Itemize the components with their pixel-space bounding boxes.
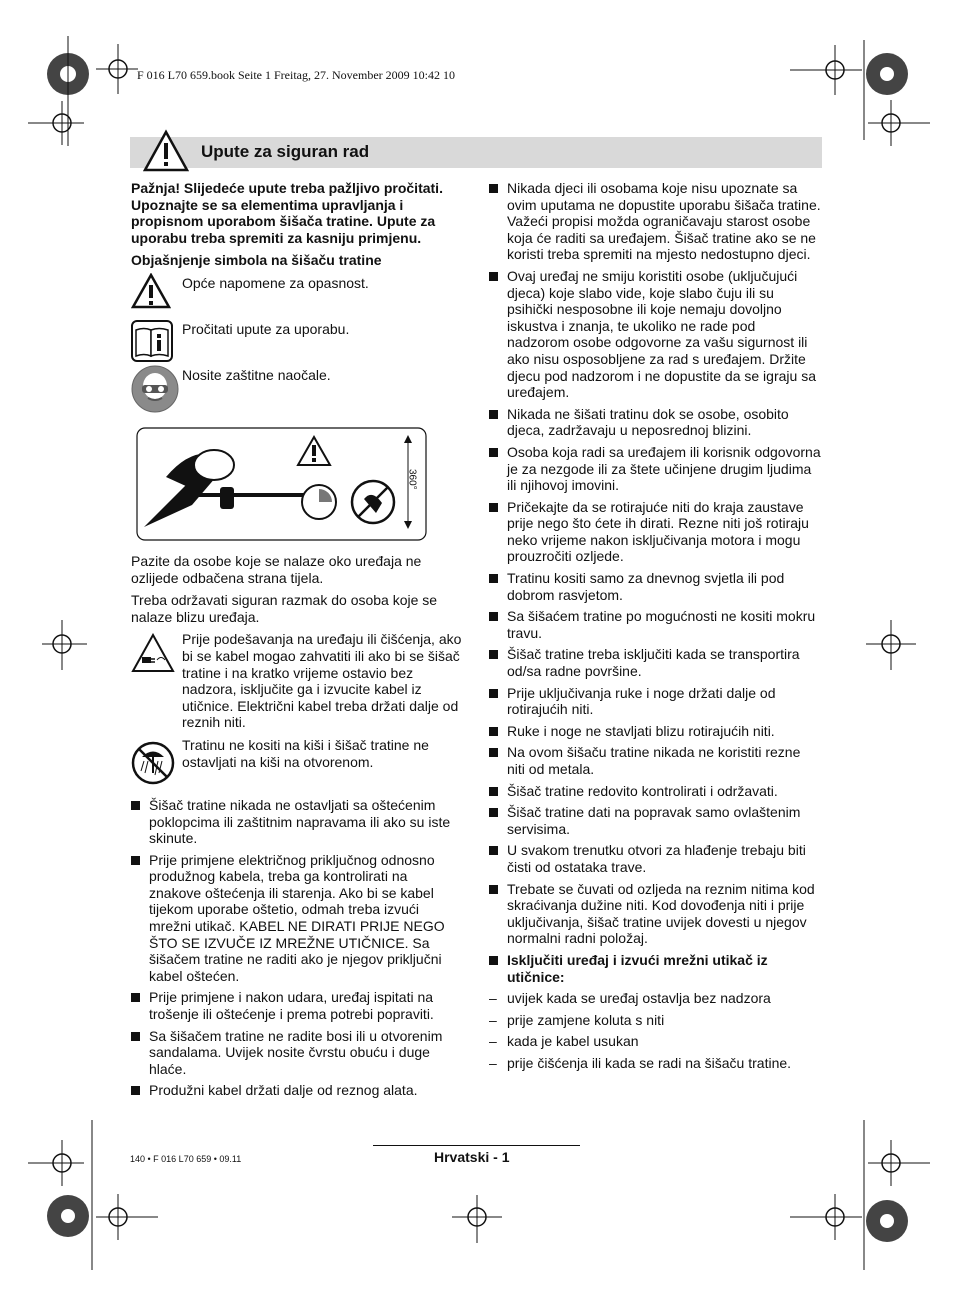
footer-code: 140 • F 016 L70 659 • 09.11	[130, 1154, 242, 1164]
right-bullet-15: Trebate se čuvati od ozljeda na reznim nitima kod skraćivanja dužine niti. Kod dovođenja niti i prije uključivanja, šišač tratine uvijek dovesti u njegov normalni radni položaj.	[489, 881, 821, 947]
left-column	[131, 180, 463, 1104]
safety-goggles-icon	[131, 365, 179, 413]
no-rain-icon	[131, 741, 175, 785]
diagram-degree-label: 360°	[406, 468, 418, 490]
symbol-text-danger: Opće napomene za opasnost.	[182, 274, 369, 291]
page-number: Hrvatski - 1	[434, 1149, 510, 1165]
unplug-heading: Isključiti uređaj i izvući mrežni utikač iz utičnice:	[489, 952, 821, 985]
symbol-row-goggles	[131, 367, 463, 427]
unplug-note-row	[131, 631, 463, 731]
right-bullet-1: Nikada djeci ili osobama koje nisu upoznate sa ovim uputama ne dopustite uporabu šišača tratine. Važeći propisi možda ograničavaju starost osobe koja će raditi sa uređajem. Šišač tratine ako se ne koristi treba spremiti na mjesto nedostupno djeci.	[489, 180, 821, 263]
section-title: Upute za siguran rad	[201, 142, 370, 161]
footer-rule	[373, 1145, 580, 1146]
right-bullet-11: Na ovom šišaču tratine nikada ne koristiti rezne niti od metala.	[489, 744, 821, 777]
registration-mark-bottom-right	[790, 1120, 940, 1270]
dash-item-1: – uvijek kada se uređaj ostavlja bez nadzora	[489, 990, 821, 1007]
right-bullet-4: Osoba koja radi sa uređajem ili korisnik odgovorna je za nezgode ili za štete učinjene drugim ljudima ili njihovoj imovini.	[489, 444, 821, 494]
para-foreign-objects: Pazite da osobe koje se nalaze oko uređaja ne ozlijede odbačena strana tijela.	[131, 552, 422, 586]
unplug-warning-icon	[131, 633, 175, 673]
left-bullet-4: Sa šišačem tratine ne radite bosi ili u otvorenim sandalama. Uvijek nosite čvrstu obuću i duge hlaće.	[131, 1028, 463, 1078]
right-bullet-3: Nikada ne šišati tratinu dok se osobe, osobito djeca, zadržavaju u neposrednoj blizini.	[489, 406, 821, 439]
right-bullet-6: Tratinu kositi samo za dnevnog svjetla ili pod dobrom rasvjetom.	[489, 570, 821, 603]
dash-item-2: – prije zamjene koluta s niti	[489, 1012, 821, 1029]
right-bullet-2: Ovaj uređaj ne smiju koristiti osobe (uključujući djeca) koje slabo vide, koje slabo čuju ili su psihički nesposobne ili koje nemaju dovoljno iskustva i znanja, te ukoliko ne rade pod nadzorom osobe odgovorne za vašu sigurnost ili ako nisu osposobljene za rad s uređajem. Držite djecu pod nadzorom i ne dopustite da se igraju sa uređajem.	[489, 268, 821, 401]
warning-triangle-icon	[143, 129, 189, 173]
right-bullet-9: Prije uključivanja ruke i noge držati dalje od rotirajućih niti.	[489, 685, 821, 718]
right-bullet-13: Šišač tratine dati na popravak samo ovlaštenim servisima.	[489, 804, 821, 837]
right-bullet-7: Sa šišaćem tratine po mogućnosti ne kositi mokru travu.	[489, 608, 821, 641]
registration-mark-mid-left	[42, 620, 92, 670]
dash-item-3: – kada je kabel usukan	[489, 1033, 821, 1050]
rain-note-row	[131, 737, 463, 783]
left-bullet-1: Šišač tratine nikada ne ostavljati sa oštećenim poklopcima ili zaštitnim napravama ili ako su iste skinute.	[131, 797, 463, 847]
registration-mark-mid-right	[866, 620, 916, 670]
unplug-note-text: Prije podešavanja na uređaju ili čišćenja, ako bi se kabel mogao zahvatiti ili ako bi se šišač tratine i na kratko vrijeme ostavio bez nadzora, isključite ga i izvucite kabel iz utičnice. Električni kabel treba držati dalje od reznih niti.	[182, 631, 462, 731]
left-bullet-2: Prije primjene električnog priključnog odnosno produžnog kabela, treba ga kontrolirati na znakove oštećenja ili starenja. Ako bi se kabel tijekom uporabe oštetio, odmah treba izvući mrežni utikač. KABEL NE DIRATI PRIJE NEGO ŠTO SE IZVUČE IZ MREŽNE UTIČNICE. Sa šišačem tratine ne raditi ako je njegov priključni kabel oštećen.	[131, 852, 463, 985]
right-column	[489, 180, 821, 1077]
registration-mark-bottom-center	[452, 1195, 502, 1245]
left-bullet-5: Produžni kabel držati dalje od reznog alata.	[131, 1082, 463, 1099]
left-bullet-3: Prije primjene i nakon udara, uređaj ispitati na trošenje ili oštećenje i prema potrebi popraviti.	[131, 989, 463, 1022]
para-safe-distance: Treba održavati siguran razmak do osoba koje se nalaze blizu uređaja.	[131, 592, 438, 625]
right-bullet-12: Šišač tratine redovito kontrolirati i održavati.	[489, 783, 821, 800]
right-bullet-8: Šišač tratine treba isključiti kada se transportira od/sa radne površine.	[489, 646, 821, 679]
registration-mark-top-right	[790, 40, 940, 150]
distance-diagram	[131, 427, 463, 547]
symbol-text-goggles: Nosite zaštitne naočale.	[182, 366, 331, 383]
read-manual-icon	[131, 320, 173, 362]
danger-triangle-icon	[131, 273, 171, 309]
symbol-text-manual: Pročitati upute za uporabu.	[182, 320, 350, 337]
print-header: F 016 L70 659.book Seite 1 Freitag, 27. November 2009 10:42 10	[137, 68, 455, 82]
symbol-row-danger	[131, 275, 463, 321]
rain-note-text: Tratinu ne kositi na kiši i šišač tratine ne ostavljati na kiši na otvorenom.	[182, 736, 429, 770]
dash-item-4: – prije čišćenja ili kada se radi na šišaču tratine.	[489, 1055, 821, 1072]
intro-warning: Pažnja! Slijedeće upute treba pažljivo pročitati. Upoznajte se sa elementima upravljanja i propisnom uporabom šišača tratine. Upute za uporabu treba spremiti za kasniju primjenu.	[131, 180, 443, 246]
right-bullet-14: U svakom trenutku otvori za hlađenje trebaju biti čisti od ostataka trave.	[489, 842, 821, 875]
right-bullet-10: Ruke i noge ne stavljati blizu rotirajućih niti.	[489, 723, 821, 740]
right-bullet-5: Pričekajte da se rotirajuće niti do kraja zaustave prije nego što ćete ih dirati. Rezne niti još rotiraju neko vrijeme nakon isključivanja motora i mogu prouzročiti ozljede.	[489, 499, 821, 565]
symbols-heading: Objašnjenje simbola na šišaču tratine	[131, 252, 382, 269]
symbol-row-manual	[131, 321, 463, 367]
registration-mark-bottom-left	[28, 1120, 168, 1270]
